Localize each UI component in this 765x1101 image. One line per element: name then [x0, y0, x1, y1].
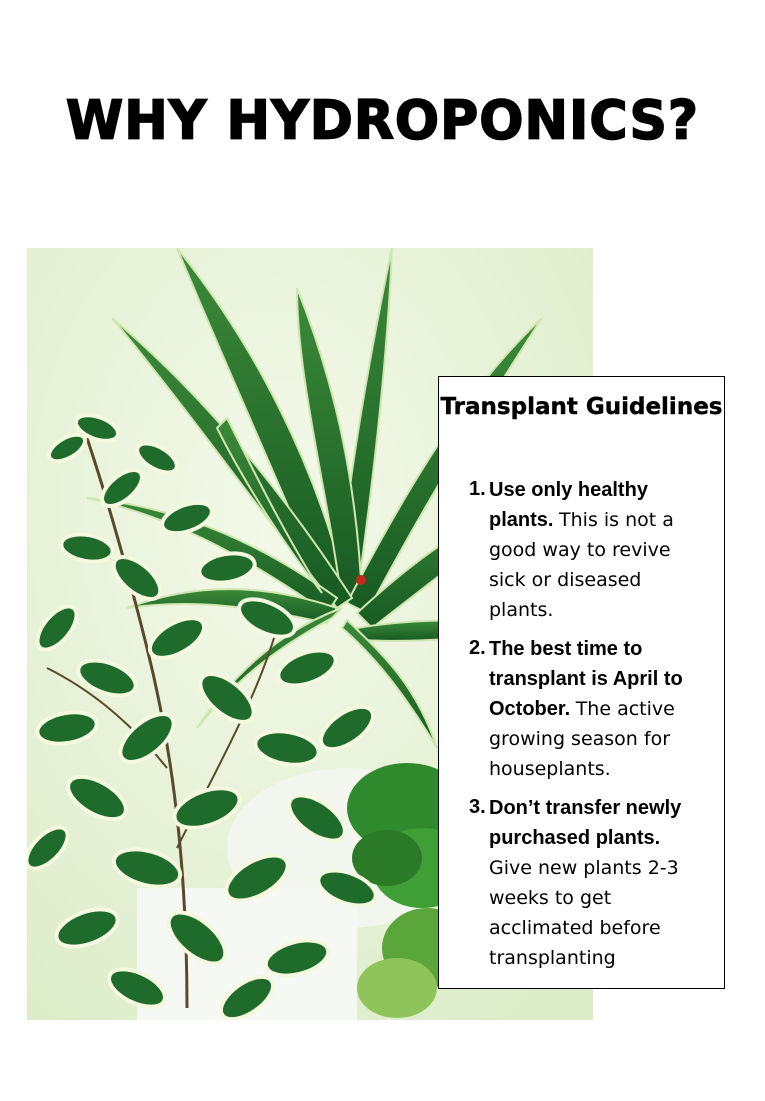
item-number: 1. — [469, 478, 486, 500]
item-body: Give new plants 2-3 weeks to get acclimated before transplanting — [489, 857, 679, 969]
item-number: 3. — [469, 796, 486, 818]
ladybug-dot — [356, 575, 366, 585]
guidelines-title: Transplant Guidelines — [440, 394, 723, 420]
item-heading: The best time to transplant is April to October. — [489, 638, 683, 720]
item-number: 2. — [469, 637, 486, 659]
guidelines-list — [469, 475, 701, 982]
transplant-guidelines-box — [438, 376, 725, 989]
item-body: The active growing season for houseplants. — [489, 698, 675, 780]
list-item — [469, 475, 701, 625]
list-item — [469, 793, 701, 973]
item-heading: Use only healthy plants. — [489, 479, 648, 531]
list-item — [469, 634, 701, 784]
item-body: This is not a good way to revive sick or diseased plants. — [489, 509, 674, 621]
item-heading: Don’t transfer newly purchased plants. — [489, 797, 682, 849]
page-title: WHY HYDROPONICS? — [65, 90, 700, 152]
